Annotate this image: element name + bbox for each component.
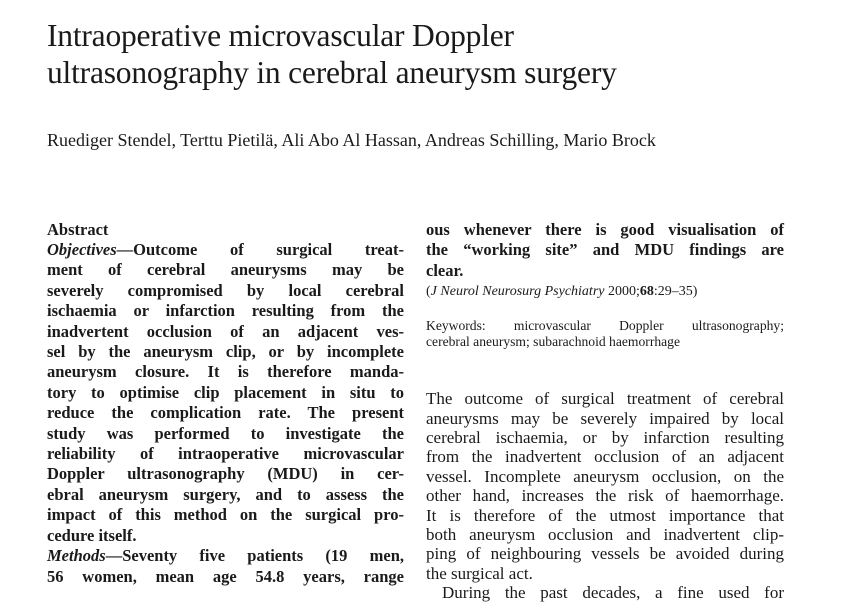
abstract-objectives: [47, 240, 404, 546]
keywords: [426, 318, 784, 350]
title-line: ultrasonography in cerebral aneurysm surgery: [47, 55, 617, 90]
body-line: ping of neighbouring vessels be avoided during: [426, 544, 784, 564]
keywords-line: Keywords: microvascular Doppler ultrasonography;: [426, 318, 784, 334]
citation-year: 2000;: [607, 284, 640, 300]
abstract-heading: Abstract: [47, 220, 109, 239]
abstract-line: ischaemia or infarction resulting from the: [47, 301, 404, 321]
abstract-line: clear.: [426, 260, 464, 280]
abstract-line: aneurysm closure. It is therefore manda-: [47, 362, 404, 382]
abstract-line: impact of this method on the surgical pro-: [47, 505, 404, 525]
abstract-line: study was performed to investigate the: [47, 423, 404, 443]
methods-label: Methods: [47, 546, 106, 566]
citation-paren: (: [426, 284, 431, 300]
abstract-line: the “working site” and MDU findings are: [426, 240, 784, 260]
abstract-line: 56 women, mean age 54.8 years, range: [47, 566, 404, 586]
abstract-methods: [47, 546, 404, 587]
body-line: It is therefore of the utmost importance that: [426, 505, 784, 525]
methods-first-line: —Seventy five patients (19 men,: [105, 546, 404, 566]
keywords-line: cerebral aneurysm; subarachnoid haemorrhage: [426, 334, 681, 350]
author-list: Ruediger Stendel, Terttu Pietilä, Ali Abo Al Hassan, Andreas Schilling, Mario Brock: [47, 130, 656, 150]
citation-volume: 68: [639, 284, 654, 300]
abstract-line: cedure itself.: [47, 525, 137, 545]
abstract-line: severely compromised by local cerebral: [47, 280, 404, 300]
abstract-line: tory to optimise clip placement in situ to: [47, 382, 404, 402]
body-line: aneurysms may be severely impaired by local: [426, 408, 784, 428]
abstract-line: reliability of intraoperative microvascular: [47, 444, 404, 464]
objectives-first-line: —Outcome of surgical treat-: [116, 240, 404, 259]
objectives-label: Objectives: [47, 240, 117, 259]
abstract-line: sel by the aneurysm clip, or by incomplete: [47, 342, 404, 362]
title-line: Intraoperative microvascular Doppler: [47, 18, 514, 53]
body-line: cerebral ischaemia, or by infarction resulting: [426, 428, 784, 448]
abstract-line: [47, 240, 404, 260]
abstract-line: ebral aneurysm surgery, and to assess the: [47, 484, 404, 504]
abstract-conclusion: [426, 220, 784, 281]
abstract-line: Doppler ultrasonography (MDU) in cer-: [47, 464, 404, 484]
intro-paragraph: [426, 389, 784, 602]
abstract-line: ment of cerebral aneurysms may be: [47, 260, 404, 280]
citation-journal: J Neurol Neurosurg Psychiatry: [430, 284, 605, 300]
abstract-line: reduce the complication rate. The present: [47, 403, 404, 423]
abstract-line: ous whenever there is good visualisation of: [426, 220, 784, 239]
body-line: other hand, increases the risk of haemorrhage.: [426, 486, 784, 506]
citation-pages: :29–35): [653, 284, 698, 300]
abstract-right-column: [426, 220, 784, 603]
abstract-left-column: [47, 220, 404, 587]
body-line: both aneurysm occlusion and inadvertent clip-: [426, 525, 784, 545]
abstract-line: [47, 546, 404, 566]
journal-citation: [426, 283, 784, 301]
body-line: the surgical act.: [426, 563, 533, 583]
body-line: The outcome of surgical treatment of cerebral: [426, 389, 784, 409]
article-title: [47, 17, 837, 91]
abstract-line: inadvertent occlusion of an adjacent ves-: [47, 321, 404, 341]
body-line: During the past decades, a fine used for: [442, 583, 784, 603]
body-line: from the inadvertent occlusion of an adjacent: [426, 447, 784, 467]
body-line: vessel. Incomplete aneurysm occlusion, on the: [426, 466, 784, 486]
